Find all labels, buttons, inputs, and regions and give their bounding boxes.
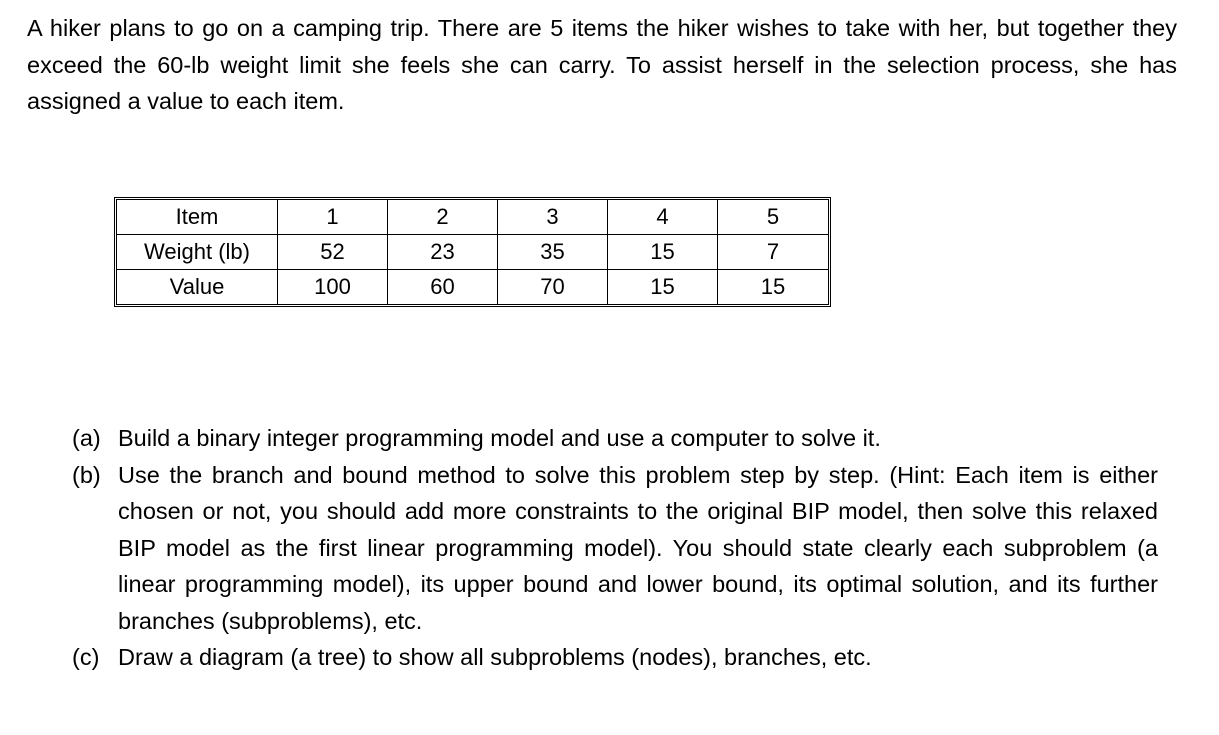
table-cell: 35 [498, 235, 608, 270]
table-cell: 15 [608, 235, 718, 270]
intro-paragraph: A hiker plans to go on a camping trip. There are 5 items the hiker wishes to take with her, but together they exceed the 60-lb weight limit she feels she can carry. To assist herself in the selection process, she has assigned a value to each item. [27, 15, 1177, 114]
row-header: Item [117, 200, 278, 235]
table-cell: 4 [608, 200, 718, 235]
question-text: Build a binary integer programming model and use a computer to solve it. [118, 425, 881, 451]
table-cell: 60 [388, 270, 498, 304]
table-cell: 15 [608, 270, 718, 304]
table-cell: 1 [278, 200, 388, 235]
question-a [72, 420, 1158, 457]
question-c [72, 639, 1158, 676]
table-cell: 15 [760, 274, 786, 299]
question-list [72, 420, 1158, 676]
question-b [72, 457, 1158, 640]
table-cell: 100 [278, 270, 388, 304]
row-header: Weight (lb) [117, 235, 278, 270]
items-table [114, 197, 831, 307]
question-text: Use the branch and bound method to solve this problem step by step. (Hint: Each item is either chosen or not, you should add more constraints to the original BIP model, then solve this relaxed BIP model as the first linear programming model). You should state clearly each subproblem (a linear programming model), its upper bound and lower bound, its optimal solution, and its further branches (subproblems), etc. [118, 461, 1158, 634]
table-cell: 2 [388, 200, 498, 235]
table-cell: 52 [278, 235, 388, 270]
table-cell: 3 [498, 200, 608, 235]
table-cell: 70 [498, 270, 608, 304]
table-row-value [117, 270, 828, 304]
question-label: (b) [72, 461, 101, 488]
question-label: (c) [72, 644, 100, 670]
question-text: Draw a diagram (a tree) to show all subproblems (nodes), branches, etc. [118, 644, 872, 670]
question-label: (a) [72, 425, 101, 451]
table-cell: 7 [718, 235, 828, 270]
table-cell: 23 [388, 235, 498, 270]
table-cell: 5 [718, 200, 828, 235]
row-header: Value [117, 270, 278, 304]
table-row-weight [117, 235, 828, 270]
table-row-item [117, 200, 828, 235]
